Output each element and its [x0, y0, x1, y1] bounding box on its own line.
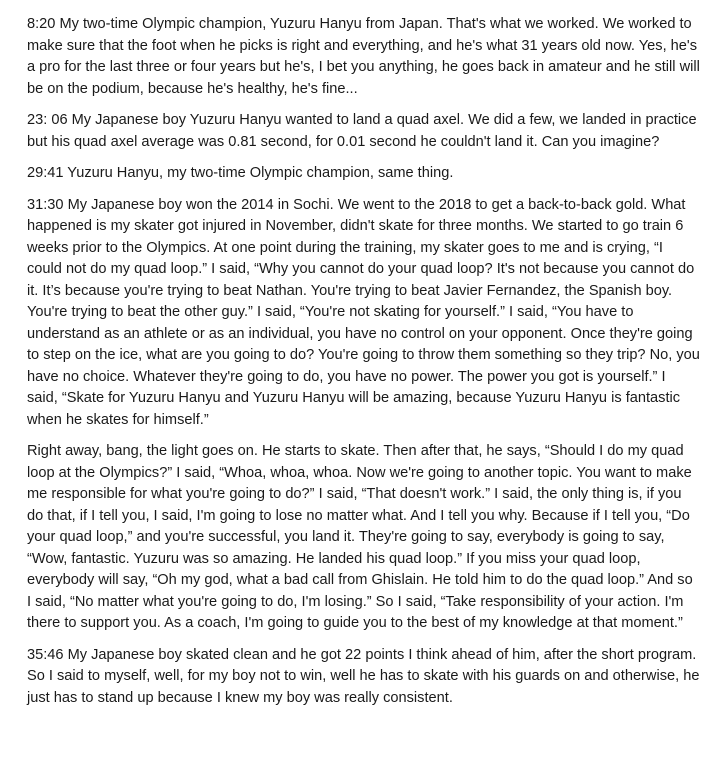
paragraph-same-thing: 29:41 Yuzuru Hanyu, my two-time Olympic champion, same thing.	[27, 165, 454, 181]
paragraph-light-goes-on: Right away, bang, the light goes on. He starts to skate. Then after that, he says, “Should I do my quad loop at the Olympics?” I said, “Whoa, whoa, whoa. Now we're going to another topic. You want to make me responsible for what you're going to do?” I said, “That doesn't work.” I said, the only thing is, if you do that, if I tell you, I said, I'm going to lose no matter what. And I tell you why. Because if I tell you, “Do your quad loop,” and you're successful, you land it. They're going to say, everybody is going to say, “Wow, fantastic. Yuzuru was so amazing. He landed his quad loop.” If you miss your quad loop, everybody will say, “Oh my god, what a bad call from Ghislain. He told him to do the quad loop.” And so I said, “No matter what you're going to do, I'm losing.” So I said, “Take responsibility of your action. I'm there to support you. As a coach, I'm going to guide you to the best of my knowledge at that moment.”	[27, 443, 693, 631]
paragraph-quad-axel: 23: 06 My Japanese boy Yuzuru Hanyu wanted to land a quad axel. We did a few, we landed in practice but his quad axel average was 0.81 second, for 0.01 second he couldn't land it. Can you imagine?	[27, 112, 697, 150]
paragraph-hanyu-champion: 8:20 My two-time Olympic champion, Yuzuru Hanyu from Japan. That's what we worked. We worked to make sure that the foot when he picks is right and everything, and he's what 31 years old now. Yes, he's a pro for the last three or four years but he's, I bet you anything, he goes back in amateur and he still will be on the podium, because he's healthy, he's fine...	[27, 16, 700, 97]
paragraph-sochi-quad-loop: 31:30 My Japanese boy won the 2014 in Sochi. We went to the 2018 to get a back-to-back gold. What happened is my skater got injured in November, didn't skate for three months. We started to go train 6 weeks prior to the Olympics. At one point during the training, my skater goes to me and is crying, “I could not do my quad loop.” I said, “Why you cannot do your quad loop? It's not because you cannot do it. It’s because you're trying to beat Nathan. You're trying to beat Javier Fernandez, the Spanish boy. You're trying to beat the other guy.” I said, “You're not skating for yourself.” I said, “You have to understand as an athlete or as an individual, you have no control on your opponent. Once they're going to step on the ice, what are you going to do? You're going to throw them something so they trip? No, you have no choice. Whatever they're going to do, you have no power. The power you got is yourself.” I said, “Skate for Yuzuru Hanyu and Yuzuru Hanyu will be amazing, because Yuzuru Hanyu is fantastic when he skates for himself.”	[27, 196, 700, 428]
paragraph-skated-clean: 35:46 My Japanese boy skated clean and he got 22 points I think ahead of him, after the short program. So I said to myself, well, for my boy not to win, well he has to skate with his guards on and otherwise, he just has to stand up because I knew my boy was really consistent.	[27, 646, 700, 706]
